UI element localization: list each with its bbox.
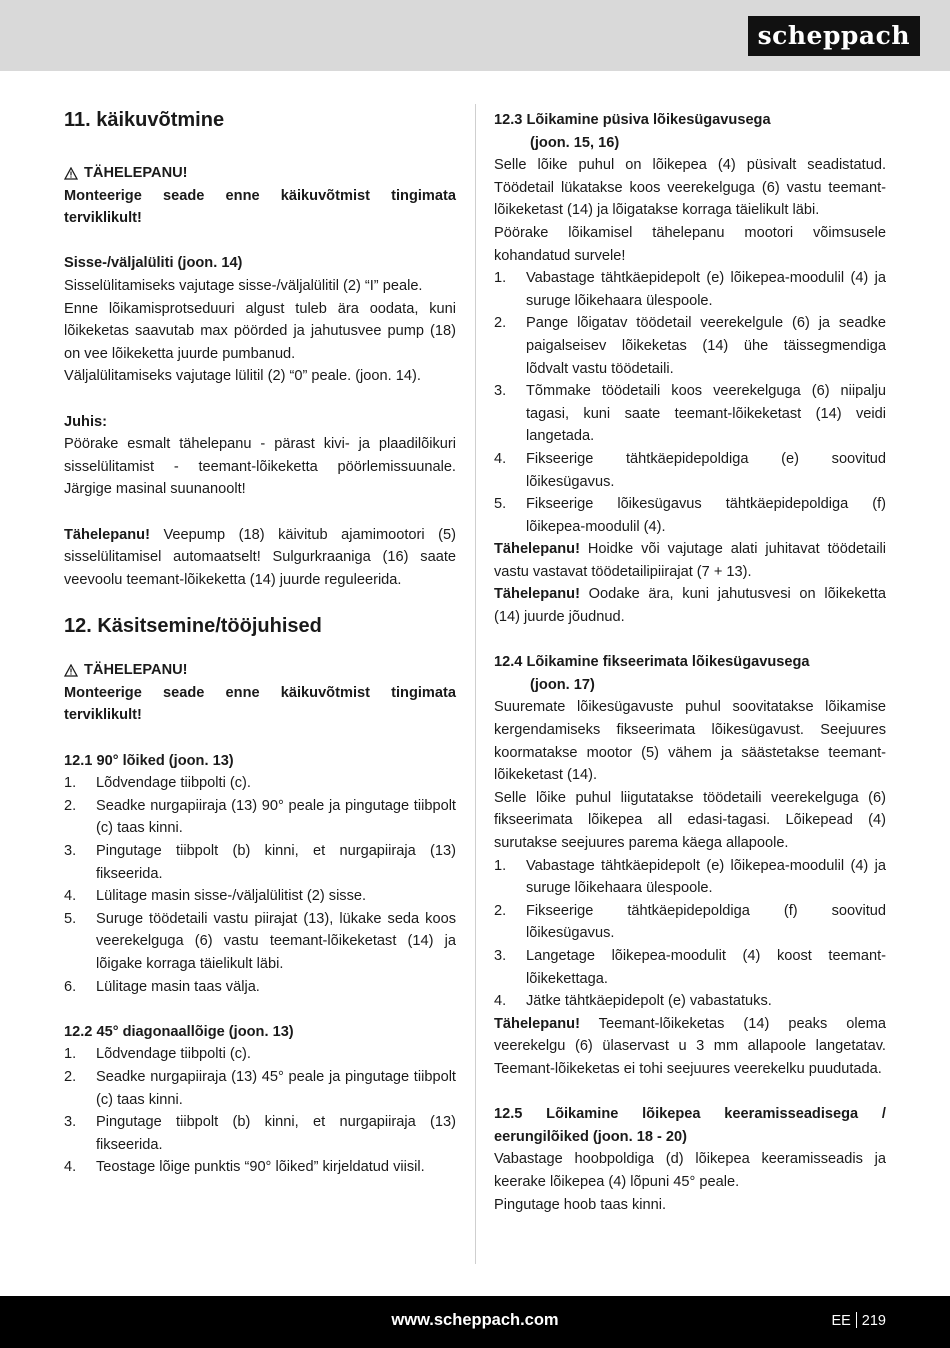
page-number-value: 219: [861, 1313, 886, 1329]
list-item: 3. Langetage lõikepea-moodulit (4) koost teemant-lõikekettaga.: [494, 947, 886, 987]
left-column: [64, 103, 456, 1179]
attention-text: Oodake ära, kuni jahutusvesi on lõikeketta (14) juurde jõudnud.: [494, 586, 886, 626]
warning-block-1: [64, 162, 456, 185]
switch-paragraph-2: Enne lõikamisprotseduuri algust tuleb ära oodata, kuni lõikeketas saavutab max pöörded ja jahutusvee pump (18) on vee lõikeketta juurde pumbanud.: [64, 300, 456, 362]
attention-note-2: [494, 538, 886, 583]
list-item: 1. Lõdvendage tiibpolti (c).: [64, 1046, 251, 1063]
page-number: [831, 1310, 886, 1333]
footer-bar: [0, 1296, 950, 1348]
attention-text: Hoidke või vajutage alati juhitavat töödetaili vastu vastavat töödetailipiirajat (7 + 13).: [494, 541, 886, 580]
website-url[interactable]: www.scheppach.com: [391, 1311, 559, 1329]
attention-label: Tähelepanu!: [494, 1015, 580, 1032]
section-12-3-paragraph-2: Pöörake lõikamisel tähelepanu mootori võimsusele kohandatud survele!: [494, 224, 886, 264]
section-12-5-paragraph-2: Pingutage hoob taas kinni.: [494, 1196, 667, 1213]
warning-block-2: [64, 659, 456, 682]
section-12-5-title: 12.5 Lõikamine lõikepea keeramisseadisega / eerungilõiked (joon. 18 - 20): [494, 1106, 886, 1145]
list-item: 3. Pingutage tiibpolt (b) kinni, et nurgapiiraja (13) fikseerida.: [64, 843, 456, 882]
list-item: 2. Seadke nurgapiiraja (13) 90° peale ja pingutage tiibpolt (c) taas kinni.: [64, 797, 456, 837]
attention-text: Veepump (18) käivitub ajamimootori (5) sisselülitamisel automaatselt! Sulgurkraaniga (16) saate veevoolu teemant-lõikeketta (14) juurde reguleerida.: [64, 526, 456, 588]
list-item: 2. Pange lõigatav töödetail veerekelgule (6) ja seadke paigalseisev lõikeketas (14) ühe täissegmendiga lõdvalt vastu töödetaili.: [494, 315, 886, 377]
attention-note-3: [494, 583, 886, 628]
warning-text: Monteerige seade enne käikuvõtmist tingimata terviklikult!: [64, 684, 456, 724]
section-12-3-paragraph-1: Selle lõike puhul on lõikepea (4) püsivalt seadistatud. Töödetail lükatakse koos veerekelguga (6) vastu teemant-lõikeketast (14) ja lõigatakse korraga täielikult läbi.: [494, 157, 886, 219]
list-item: 5. Suruge töödetaili vastu piirajat (13), lükake seda koos veerekelguga (6) vastu teemant-lõikeketast (14) ja lõigake korraga täielikult läbi.: [64, 910, 456, 972]
section-12-title: 12. Käsitsemine/tööjuhised: [64, 615, 322, 638]
attention-note-1: [64, 524, 456, 592]
section-11-title: 11. käikuvõtmine: [64, 109, 225, 131]
switch-heading: Sisse-/väljalüliti (joon. 14): [64, 255, 243, 272]
section-12-4-title-ref: (joon. 17): [530, 676, 595, 693]
attention-text: Teemant-lõikeketas (14) peaks olema veerekelgu (6) ülaservast u 3 mm allapoole langetatav. Teemant-lõikeketas ei tohi seejuures veerekelku puudutada.: [494, 1015, 886, 1077]
section-12-4-steps: [494, 855, 886, 1013]
list-item: 5. Fikseerige lõikesügavus tähtkäepidepoldiga (f) lõikepea-moodulil (4).: [494, 496, 886, 535]
section-12-4-paragraph-1: Suuremate lõikesügavuste puhul soovitatakse lõikamise kergendamiseks fikseerimata lõikesügavust. Seejuures koormatakse mootor (5) vähem ja säästetakse teemant-lõikeketast (14).: [494, 699, 886, 784]
column-divider: [475, 104, 476, 1264]
warning-text: Monteerige seade enne käikuvõtmist tingimata terviklikult!: [64, 187, 456, 227]
language-code: EE: [831, 1313, 851, 1329]
section-12-3-steps: [494, 267, 886, 538]
warning-triangle-icon: [64, 167, 78, 180]
hint-heading: Juhis:: [64, 413, 107, 430]
list-item: 4. Fikseerige tähtkäepidepoldiga (e) soovitud lõikesügavus.: [494, 450, 886, 490]
scheppach-logo: scheppach: [748, 16, 920, 56]
section-12-4-paragraph-2: Selle lõike puhul liigutatakse töödetaili veerekelguga (6) fikseerimata lõikepea all edasi-tagasi. Lõikepead (4) surutakse seejuures parema käega allapoole.: [494, 789, 886, 851]
section-12-2-steps: [64, 1043, 456, 1179]
section-12-4-title: 12.4 Lõikamine fikseerimata lõikesügavusega: [494, 654, 810, 671]
attention-label: Tähelepanu!: [64, 526, 150, 543]
list-item: 3. Pingutage tiibpolt (b) kinni, et nurgapiiraja (13) fikseerida.: [64, 1114, 456, 1153]
list-item: 2. Fikseerige tähtkäepidepoldiga (f) soovitud lõikesügavus.: [494, 902, 886, 942]
list-item: 1. Vabastage tähtkäepidepolt (e) lõikepea-moodulil (4) ja suruge lõikehaara ülespoole.: [494, 270, 886, 309]
switch-paragraph-1: Sisselülitamiseks vajutage sisse-/väljalülitil (2) “I” peale.: [64, 277, 423, 294]
attention-label: Tähelepanu!: [494, 541, 580, 558]
warning-title: TÄHELEPANU!: [84, 662, 188, 679]
section-12-1-steps: [64, 772, 456, 998]
list-item: 4. Teostage lõige punktis “90° lõiked” kirjeldatud viisil.: [64, 1159, 425, 1176]
switch-paragraph-3: Väljalülitamiseks vajutage lülitil (2) “0” peale. (joon. 14).: [64, 368, 421, 385]
list-item: 4. Jätke tähtkäepidepolt (e) vabastatuks.: [494, 993, 772, 1010]
right-column: [494, 109, 886, 1216]
warning-title: TÄHELEPANU!: [84, 165, 188, 181]
list-item: 4. Lülitage masin sisse-/väljalülitist (2) sisse.: [64, 888, 367, 905]
list-item: 1. Lõdvendage tiibpolti (c).: [64, 775, 251, 792]
list-item: 1. Vabastage tähtkäepidepolt (e) lõikepea-moodulil (4) ja suruge lõikehaara ülespoole.: [494, 857, 886, 897]
section-12-3-title: 12.3 Lõikamine püsiva lõikesügavusega: [494, 112, 771, 128]
warning-triangle-icon: [64, 664, 78, 677]
list-item: 3. Tõmmake töödetaili koos veerekelguga (6) niipalju tagasi, kuni saate teemant-lõikeketast (14) veidi langetada.: [494, 383, 886, 445]
hint-paragraph: Pöörake esmalt tähelepanu - pärast kivi- ja plaadilõikuri sisselülitamist - teemant-lõikeketta pöörlemissuunale. Järgige masinal suunanoolt!: [64, 436, 456, 498]
header-bar: [0, 0, 950, 71]
section-12-1-title: 12.1 90° lõiked (joon. 13): [64, 752, 234, 769]
list-item: 2. Seadke nurgapiiraja (13) 45° peale ja pingutage tiibpolt (c) taas kinni.: [64, 1068, 456, 1108]
section-12-3-title-ref: (joon. 15, 16): [530, 134, 620, 151]
section-12-5-paragraph-1: Vabastage hoobpoldiga (d) lõikepea keeramisseadis ja keerake lõikepea (4) lõpuni 45° peale.: [494, 1151, 886, 1190]
section-12-2-title: 12.2 45° diagonaallõige (joon. 13): [64, 1023, 294, 1040]
page-separator: [856, 1312, 857, 1328]
attention-label: Tähelepanu!: [494, 586, 580, 603]
attention-note-4: [494, 1013, 886, 1081]
list-item: 6. Lülitage masin taas välja.: [64, 978, 260, 995]
